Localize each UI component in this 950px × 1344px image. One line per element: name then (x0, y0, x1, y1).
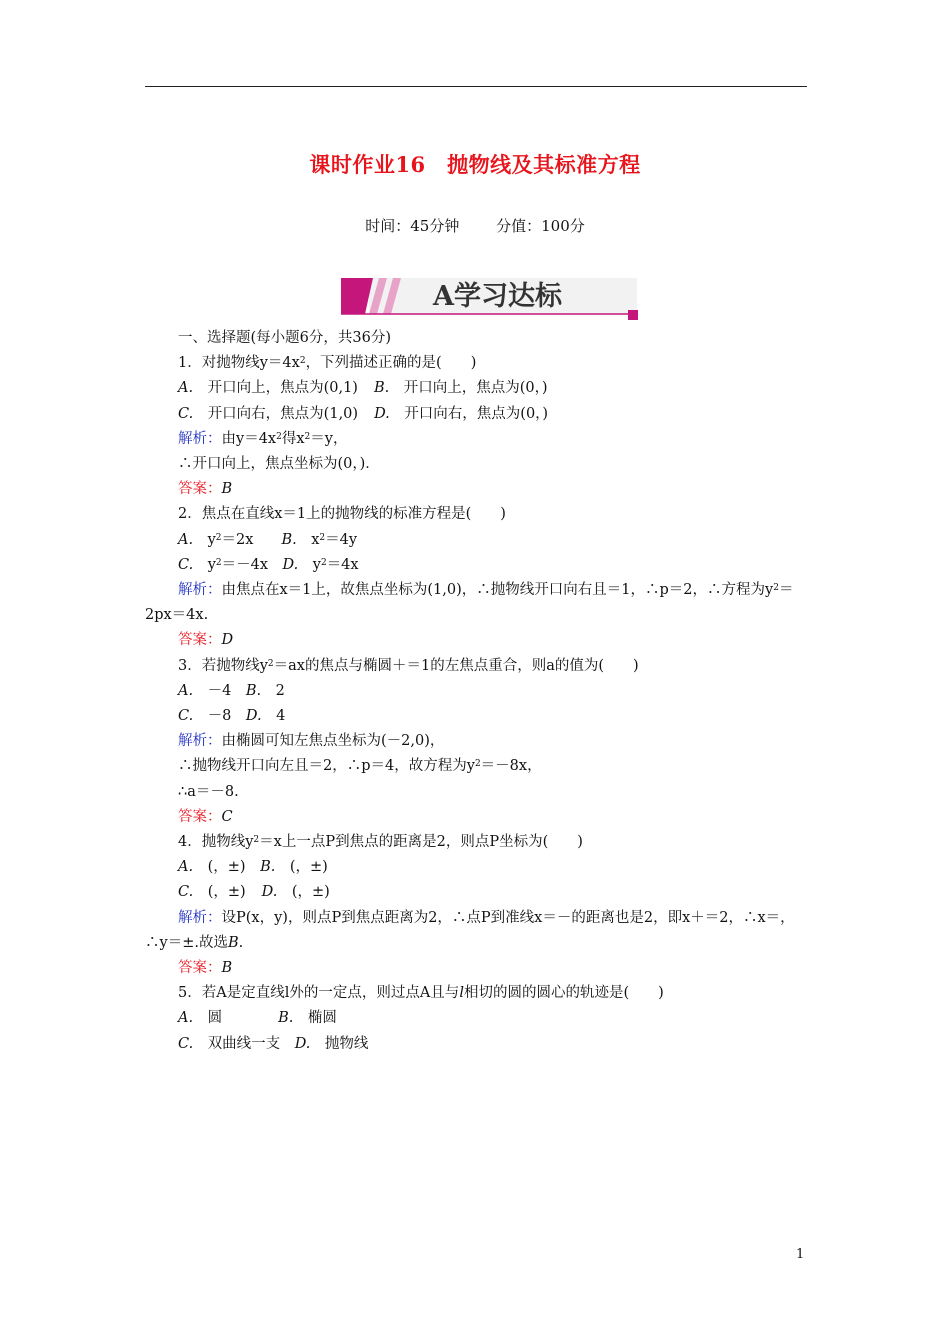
question-3-options-cd: C. －8 D. 4 (178, 708, 286, 725)
question-4-options-cd: C. (，±) D. (，±) (178, 884, 330, 901)
question-1-stem: 1．对抛物线$y=4x^2$，下列描述正确的是( ) (178, 355, 477, 372)
question-5-options-ab: A. 圆 B. 椭圆 (178, 1010, 337, 1027)
question-5-stem: 5．若A是定直线l外的一定点，则过点A且与l相切的圆的圆心的轨迹是( ) (178, 985, 664, 1002)
time-limit: 时间：45分钟 (365, 217, 460, 235)
page-title: 课时作业16 抛物线及其标准方程 (309, 152, 641, 177)
question-4-options-ab: A. (，±) B. (，±) (178, 859, 328, 876)
page-number: 1 (796, 1247, 805, 1262)
question-1-solution-line2: ∴开口向上，焦点坐标为(0，)． (178, 456, 380, 473)
exam-meta (0, 215, 950, 236)
question-1-options-cd: C. 开口向右，焦点为(1,0) D. 开口向右，焦点为(0，) (178, 405, 549, 422)
question-3-options-ab: A. －4 B. 2 (178, 682, 285, 699)
question-4-answer: 答案：B (178, 960, 233, 977)
score-total: 分值：100分 (496, 217, 585, 235)
question-3-stem: 3．若抛物线$y^2=ax$的焦点与椭圆＋＝1的左焦点重合，则a的值为( ) (178, 657, 639, 674)
question-3-solution-line3: ∴a＝－8. (178, 783, 239, 800)
banner-text: A学习达标 (433, 281, 562, 312)
question-2-answer: 答案：D (178, 632, 234, 649)
question-2-stem: 2．焦点在直线x＝1上的抛物线的标准方程是( ) (178, 506, 506, 523)
banner-corner-square (628, 310, 638, 320)
question-2-options-ab: A. $y^2=2x$ B. $x^2=4y$ (178, 531, 358, 548)
banner-accent (341, 278, 373, 314)
question-3-answer: 答案：C (178, 808, 233, 825)
question-3-solution-line2: ∴抛物线开口向左且＝2，∴p＝4，故方程为$y^2=-8x$， (178, 758, 542, 775)
section-heading: 一、选择题(每小题6分，共36分) (178, 330, 391, 346)
question-4-stem: 4．抛物线$y^2=x$上一点P到焦点的距离是2，则点P坐标为( ) (178, 834, 583, 851)
question-1-solution: 解析：由$y=4x^2$得$x^2=y$， (178, 430, 348, 447)
section-banner (341, 270, 641, 322)
header-rule (145, 86, 807, 87)
question-list (145, 326, 810, 1057)
question-2-solution: 解析：由焦点在x＝1上，故焦点坐标为(1,0)，∴抛物线开口向右且＝1，∴p＝2，∴方程为$y^2=2px=4x$. (145, 582, 794, 624)
question-4-solution: 解析：设P(x，y)，则点P到焦点距离为2，∴点P到准线x＝－的距离也是2，即x＋＝2，∴x＝，∴y＝±.故选B. (145, 909, 795, 951)
question-3-solution: 解析：由椭圆可知左焦点坐标为(－2,0)， (178, 733, 445, 750)
question-5-options-cd: C. 双曲线一支 D. 抛物线 (178, 1035, 369, 1052)
question-2-options-cd: C. $y^2=-4x$ D. $y^2=4x$ (178, 556, 359, 573)
question-1-answer: 答案：B (178, 481, 233, 498)
question-1-options-ab: A. 开口向上，焦点为(0,1) B. 开口向上，焦点为(0，) (178, 380, 548, 397)
